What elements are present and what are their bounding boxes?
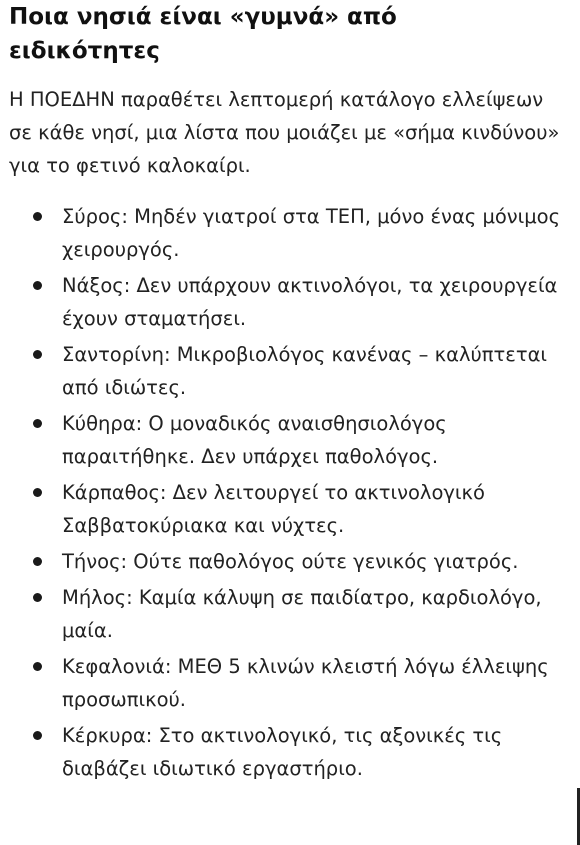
list-item-text: Σύρος: Μηδέν γιατροί στα ΤΕΠ, μόνο ένας μόνιμος χειρουργός. — [62, 205, 561, 261]
list-item-text: Κάρπαθος: Δεν λειτουργεί το ακτινολογικό Σαββατοκύριακα και νύχτες. — [62, 481, 485, 537]
bullet-icon — [33, 419, 42, 428]
list-item — [0, 407, 562, 473]
bullet-icon — [33, 212, 42, 221]
list-item-text: Κέρκυρα: Στο ακτινολογικό, τις αξονικές τις διαβάζει ιδιωτικό εργαστήριο. — [62, 724, 503, 780]
list-item-text: Τήνος: Ούτε παθολόγος ούτε γενικός γιατρός. — [62, 550, 519, 573]
list-item — [0, 338, 562, 404]
bullet-icon — [33, 281, 42, 290]
bullet-icon — [33, 488, 42, 497]
list-item — [0, 476, 562, 542]
list-item — [0, 581, 562, 647]
list-item — [0, 719, 562, 785]
shortages-list — [0, 200, 580, 788]
bullet-icon — [33, 350, 42, 359]
list-item-text: Κύθηρα: Ο μοναδικός αναισθησιολόγος παραιτήθηκε. Δεν υπάρχει παθολόγος. — [62, 412, 447, 468]
bullet-icon — [33, 593, 42, 602]
intro-paragraph: Η ΠΟΕΔΗΝ παραθέτει λεπτομερή κατάλογο ελλείψεων σε κάθε νησί, μια λίστα που μοιάζει με «σήμα κινδύνου» για το φετινό καλοκαίρι. — [9, 88, 560, 177]
list-item-text: Σαντορίνη: Μικροβιολόγος κανένας – καλύπτεται από ιδιώτες. — [62, 343, 548, 399]
list-item-text: Κεφαλονιά: ΜΕΘ 5 κλινών κλειστή λόγω έλλειψης προσωπικού. — [62, 655, 549, 711]
bullet-icon — [33, 731, 42, 740]
list-item-text: Νάξος: Δεν υπάρχουν ακτινολόγοι, τα χειρουργεία έχουν σταματήσει. — [62, 274, 558, 330]
list-item — [0, 650, 562, 716]
section-heading: Ποια νησιά είναι «γυμνά» από ειδικότητες — [9, 4, 397, 64]
bullet-icon — [33, 557, 42, 566]
bullet-icon — [33, 662, 42, 671]
list-item — [0, 200, 562, 266]
list-item — [0, 269, 562, 335]
list-item — [0, 545, 562, 578]
list-item-text: Μήλος: Καμία κάλυψη σε παιδίατρο, καρδιολόγο, μαία. — [62, 586, 542, 642]
